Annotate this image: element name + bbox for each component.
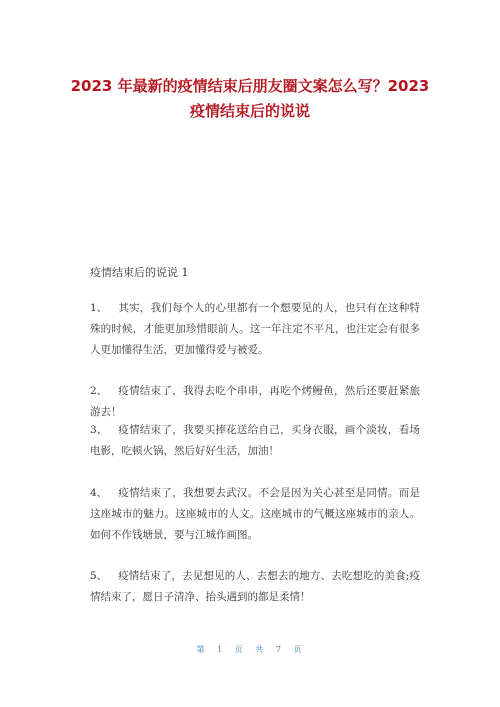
paragraph-text: 疫情结束了，去见想见的人、去想去的地方、去吃想吃的美食;疫情结束了，愿日子清净、抬头遇到的都是柔情！ <box>90 570 420 603</box>
paragraph-number: 5、 <box>90 570 108 582</box>
paragraph-text: 其实，我们每个人的心里都有一个想要见的人，也只有在这种特殊的时候，才能更加珍惜眼前人。这一年注定不平凡，也注定会有很多人更加懂得生活，更加懂得爱与被爱。 <box>90 302 420 356</box>
footer-total-pages: 7 <box>275 645 283 654</box>
footer-label: 共 <box>255 645 266 654</box>
paragraph-number: 2、 <box>90 385 108 397</box>
paragraph-4 <box>90 483 420 546</box>
page-footer <box>0 644 500 655</box>
paragraph-text: 疫情结束了，我得去吃个串串，再吃个烤鳗鱼，然后还要赶紧旅游去！ <box>90 385 420 418</box>
footer-label: 页 <box>234 645 245 654</box>
paragraph-text: 疫情结束了，我想要去武汉。不会是因为关心甚至是同情。而是这座城市的魅力。这座城市的人文。这座城市的气概这座城市的亲人。如何不作钱塘景，要与江城作画图。 <box>90 487 420 541</box>
paragraph-5 <box>90 566 420 608</box>
footer-label: 页 <box>293 645 304 654</box>
paragraph-number: 1、 <box>90 302 108 314</box>
footer-label: 第 <box>196 645 207 654</box>
paragraph-number: 4、 <box>90 487 108 499</box>
paragraph-2 <box>90 381 420 423</box>
document-title: 2023 年最新的疫情结束后朋友圈文案怎么写？2023 疫情结束后的说说 <box>70 77 430 120</box>
footer-current-page: 1 <box>217 645 225 654</box>
section-heading: 疫情结束后的说说 1 <box>90 266 189 279</box>
paragraph-3 <box>90 420 420 462</box>
paragraph-text: 疫情结束了，我要买捧花送给自己，买身衣服，画个淡妆，看场电影，吃顿火锅，然后好好生活，加油！ <box>90 424 420 457</box>
paragraph-1 <box>90 298 420 361</box>
paragraph-number: 3、 <box>90 424 108 436</box>
